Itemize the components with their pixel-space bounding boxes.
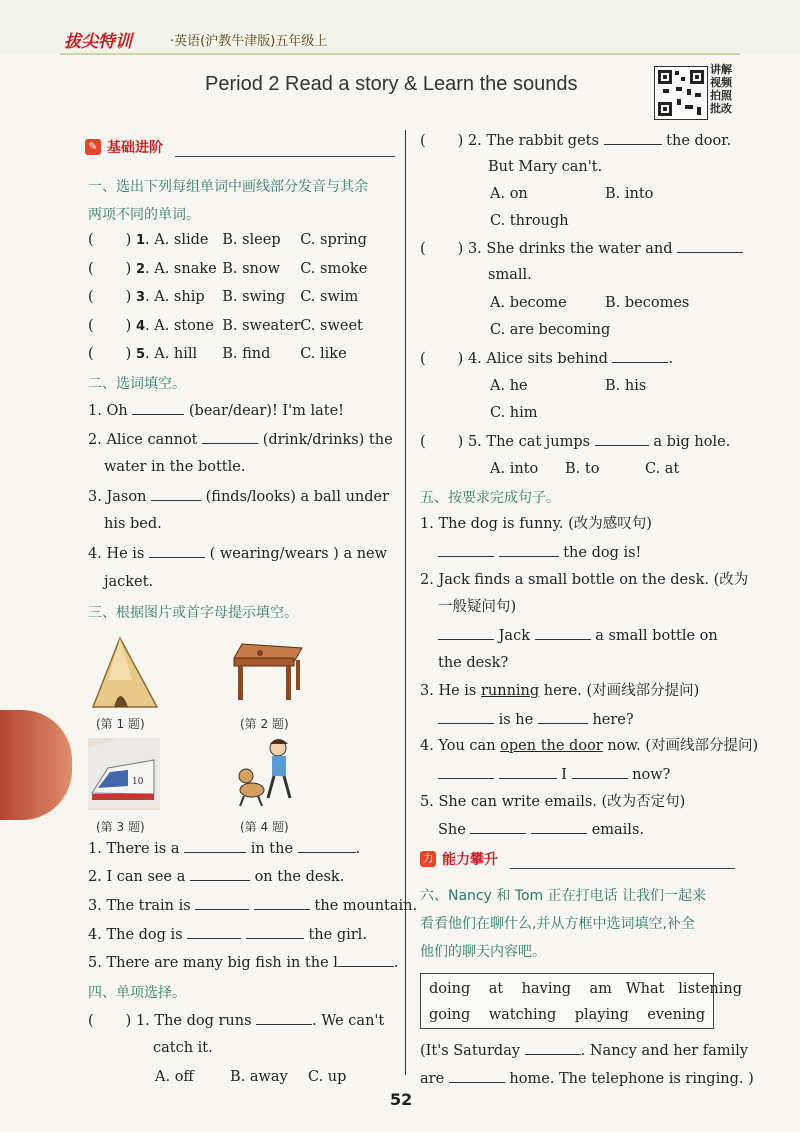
part4-q5-opt-b: B. to — [565, 461, 600, 477]
answer-blank[interactable] — [535, 625, 591, 640]
word-option: listening — [678, 981, 743, 997]
part1-item: ( ) 2. A. snake B. snow C. smoke — [88, 260, 368, 277]
answer-blank[interactable] — [525, 1040, 581, 1055]
answer-blank[interactable] — [438, 542, 494, 557]
paren-open: ( — [88, 317, 94, 334]
option-c: C. swim — [300, 289, 359, 305]
paren-close: ) — [125, 1013, 132, 1029]
option-b: B. sweater — [222, 317, 301, 334]
section-header-rule — [175, 156, 395, 157]
option-c: C. spring — [300, 232, 367, 248]
option-a: A. hill — [154, 346, 198, 362]
paren-close: ) — [457, 351, 464, 367]
paren-close: ) — [125, 317, 132, 334]
paren-open: ( — [88, 289, 94, 305]
text: here? — [592, 712, 634, 728]
text: 4. He is — [88, 546, 145, 562]
text: 3. She drinks the water and — [467, 241, 673, 257]
text: 1. The dog runs — [135, 1013, 252, 1029]
option-a: A. stone — [154, 317, 214, 334]
part6-heading: 六、Nancy 和 Tom 正在打电话 让我们一起来 — [420, 888, 707, 904]
part1-item: ( ) 3. A. ship B. swing C. swim — [88, 289, 359, 305]
part4-q3-cont: small. — [488, 267, 532, 283]
qr-code-icon[interactable] — [654, 66, 708, 120]
word-bank-row — [429, 979, 742, 999]
part5-q5-answer — [438, 819, 644, 840]
mountain-picture — [90, 635, 160, 710]
part4-q2-opt-c: C. through — [490, 213, 569, 229]
text: a small bottle on — [595, 628, 718, 644]
part4-q3-opt-a: A. become — [490, 295, 567, 311]
part4-q2-opt-a: A. on — [490, 186, 528, 202]
underlined-word: running — [480, 683, 540, 699]
text: 1. Oh — [88, 403, 128, 419]
text: 3. He is — [420, 683, 477, 699]
part5-q2: 2. Jack finds a small bottle on the desk. (改为 — [420, 572, 749, 588]
part4-q1 — [88, 1010, 384, 1031]
part4-q3 — [420, 238, 743, 259]
text: 4. You can — [420, 738, 496, 754]
part3-q3 — [88, 895, 417, 916]
part4-q4 — [420, 348, 673, 369]
part2-q1 — [88, 400, 344, 421]
part5-q2-cont: 一般疑问句) — [438, 599, 517, 615]
paren-close: ) — [457, 241, 464, 257]
answer-blank[interactable] — [246, 924, 304, 939]
text: . We can't — [312, 1013, 385, 1029]
part5-heading: 五、按要求完成句子。 — [420, 490, 560, 506]
answer-blank[interactable] — [256, 1010, 312, 1025]
word-bank-box — [420, 973, 743, 1029]
text: the door. — [666, 133, 732, 149]
subject-label: ·英语(沪教牛津版)五年级上 — [170, 34, 328, 49]
part1-heading: 一、选出下列每组单词中画线部分发音与其余 — [88, 179, 368, 195]
part4-q1-opt-a: A. off — [155, 1069, 194, 1085]
brand-logo: 拔尖特训 — [64, 32, 132, 52]
text: 5. The cat jumps — [467, 434, 591, 450]
answer-blank[interactable] — [538, 709, 588, 724]
text: 3. The train is — [88, 898, 191, 914]
part4-q4-opt-a: A. he — [490, 378, 528, 394]
text: a big hole. — [653, 434, 731, 450]
word-option: am — [589, 981, 612, 997]
answer-blank[interactable] — [612, 348, 668, 363]
part4-q1-opt-c: C. up — [308, 1069, 347, 1085]
part5-q4 — [420, 736, 758, 756]
text: (bear/dear)! I'm late! — [188, 403, 344, 419]
word-bank-row — [429, 1005, 705, 1025]
text: 5. There are many big fish in the l — [88, 955, 338, 971]
text: in the — [250, 841, 294, 857]
part5-q2-cont2: the desk? — [438, 655, 509, 671]
option-b: B. swing — [222, 289, 286, 305]
part4-q2 — [420, 130, 731, 151]
part2-q4-cont: jacket. — [104, 574, 154, 590]
paren-open: ( — [420, 241, 426, 257]
answer-blank[interactable] — [572, 764, 628, 779]
caption-3: (第 3 题) — [96, 820, 145, 834]
answer-blank[interactable] — [254, 895, 310, 910]
part3-q1 — [88, 838, 360, 859]
text: home. The telephone is ringing. ) — [509, 1071, 754, 1087]
section-header-rule — [510, 868, 735, 869]
paren-close: ) — [125, 232, 132, 248]
part1-item: ( ) 4. A. stone B. sweaterC. sweet — [88, 317, 363, 334]
text: the dog is! — [563, 545, 642, 561]
option-a: A. ship — [154, 289, 205, 305]
paren-open: ( — [420, 434, 426, 450]
part5-q5: 5. She can write emails. (改为否定句) — [420, 794, 686, 810]
paren-close: ) — [457, 434, 464, 450]
part4-q4-opt-b: B. his — [605, 378, 647, 394]
text: . — [668, 351, 674, 367]
answer-blank[interactable] — [531, 819, 587, 834]
option-b: B. find — [222, 346, 271, 362]
part4-q3-opt-c: C. are becoming — [490, 322, 611, 338]
text: are — [420, 1071, 445, 1087]
part4-q2-opt-b: B. into — [605, 186, 654, 202]
text: 2. The rabbit gets — [467, 133, 599, 149]
part2-q4 — [88, 543, 387, 564]
part2-q2-cont: water in the bottle. — [104, 459, 246, 475]
text: (finds/looks) a ball under — [205, 489, 390, 505]
part5-q1-answer — [438, 542, 641, 563]
part4-q3-opt-b: B. becomes — [605, 295, 690, 311]
pencil-icon: ✎ — [85, 139, 101, 155]
answer-blank[interactable] — [470, 819, 526, 834]
word-option: at — [488, 981, 504, 997]
paren-open: ( — [88, 260, 94, 277]
paren-open: ( — [420, 351, 426, 367]
text: here. (对画线部分提问) — [543, 683, 700, 699]
svg-text:10: 10 — [132, 777, 144, 787]
part3-q5 — [88, 952, 399, 973]
part4-q1-cont: catch it. — [153, 1040, 213, 1056]
girl-and-dog-picture — [232, 736, 302, 810]
part2-heading: 二、选词填空。 — [88, 376, 186, 392]
part1-item: ( ) 5. A. hill B. find C. like — [88, 346, 347, 362]
answer-blank[interactable] — [187, 924, 241, 939]
answer-blank[interactable] — [195, 895, 249, 910]
part3-q2 — [88, 866, 344, 887]
section-header-basic — [85, 136, 395, 158]
page-title: Period 2 Read a story & Learn the sounds — [205, 73, 578, 95]
answer-blank[interactable] — [202, 429, 258, 444]
part5-q2-answer — [438, 625, 718, 646]
text: 2. Alice cannot — [88, 432, 198, 448]
answer-blank[interactable] — [449, 1068, 505, 1083]
answer-blank[interactable] — [338, 952, 394, 967]
paren-close: ) — [125, 346, 132, 362]
answer-blank[interactable] — [132, 400, 184, 415]
word-option: doing — [429, 981, 471, 997]
word-option: What — [625, 981, 665, 997]
text: 4. Alice sits behind — [467, 351, 608, 367]
part4-q4-opt-c: C. him — [490, 405, 538, 421]
answer-blank[interactable] — [298, 838, 356, 853]
option-c: C. sweet — [300, 317, 363, 334]
train-picture — [88, 738, 160, 810]
text: now? — [632, 767, 671, 783]
item-number: 1 — [135, 233, 145, 248]
section-header-basic-label: 基础进阶 — [107, 140, 163, 156]
word-option: watching — [488, 1007, 557, 1023]
option-b: B. sleep — [222, 232, 281, 248]
part2-q3-cont: his bed. — [104, 516, 162, 532]
text: the girl. — [308, 927, 367, 943]
part5-q3 — [420, 681, 699, 701]
text: . Nancy and her family — [580, 1043, 749, 1059]
text: Jack — [498, 628, 530, 644]
text: She — [438, 822, 466, 838]
answer-blank[interactable] — [604, 130, 662, 145]
text: 2. I can see a — [88, 869, 186, 885]
text: now. (对画线部分提问) — [607, 738, 759, 754]
answer-blank[interactable] — [677, 238, 743, 253]
part1-item: ( ) 1. A. slide B. sleep C. spring — [88, 232, 367, 248]
passage-line-1 — [420, 1040, 748, 1061]
text: (It's Saturday — [420, 1043, 521, 1059]
text: (drink/drinks) the — [262, 432, 393, 448]
passage-line-2 — [420, 1068, 754, 1089]
item-number: 5 — [135, 347, 145, 362]
column-divider — [405, 130, 406, 1075]
option-a: A. slide — [154, 232, 209, 248]
paren-close: ) — [125, 260, 132, 277]
answer-blank[interactable] — [595, 431, 649, 446]
paren-open: ( — [420, 133, 426, 149]
paren-open: ( — [88, 346, 94, 362]
section-header-ability — [420, 848, 735, 870]
part6-heading-3: 他们的聊天内容吧。 — [420, 944, 546, 960]
answer-blank[interactable] — [190, 866, 250, 881]
answer-blank[interactable] — [438, 764, 494, 779]
thumb-photo — [0, 710, 72, 820]
text: is he — [498, 712, 534, 728]
text: 4. The dog is — [88, 927, 183, 943]
caption-2: (第 2 题) — [240, 717, 289, 731]
text: 1. There is a — [88, 841, 180, 857]
ability-icon: 力 — [420, 851, 436, 867]
part4-q2-cont: But Mary can't. — [488, 159, 603, 175]
paren-close: ) — [457, 133, 464, 149]
caption-1: (第 1 题) — [96, 717, 145, 731]
item-number: 4 — [135, 318, 145, 334]
answer-blank[interactable] — [438, 625, 494, 640]
answer-blank[interactable] — [499, 764, 557, 779]
answer-blank[interactable] — [184, 838, 246, 853]
text: emails. — [591, 822, 644, 838]
option-c: C. smoke — [300, 260, 368, 277]
part2-q2 — [88, 429, 393, 450]
answer-blank[interactable] — [499, 542, 559, 557]
option-c: C. like — [300, 346, 347, 362]
underlined-phrase: open the door — [500, 738, 603, 754]
part4-q1-opt-b: B. away — [230, 1069, 288, 1085]
text: . — [393, 955, 399, 971]
part5-q3-answer — [438, 709, 634, 730]
text: on the desk. — [254, 869, 345, 885]
word-option: playing — [574, 1007, 629, 1023]
page-number: 52 — [390, 1090, 413, 1109]
part3-q4 — [88, 924, 367, 945]
word-option: going — [429, 1007, 471, 1023]
part2-q3 — [88, 486, 389, 507]
paren-close: ) — [125, 289, 132, 305]
section-header-ability-label: 能力攀升 — [442, 852, 498, 868]
text: the mountain. — [314, 898, 418, 914]
part6-heading-2: 看看他们在聊什么,并从方框中选词填空,补全 — [420, 916, 695, 932]
header-divider — [60, 53, 740, 55]
text: ( wearing/wears ) a new — [209, 546, 388, 562]
text: . — [355, 841, 361, 857]
part3-heading: 三、根据图片或首字母提示填空。 — [88, 605, 298, 621]
part4-q5-opt-c: C. at — [645, 461, 680, 477]
answer-blank[interactable] — [149, 543, 205, 558]
word-option: evening — [647, 1007, 706, 1023]
part4-heading: 四、单项选择。 — [88, 985, 186, 1001]
part4-q5-opt-a: A. into — [490, 461, 539, 477]
desk-picture — [232, 640, 308, 702]
paren-open: ( — [88, 232, 94, 248]
item-number: 3 — [135, 290, 145, 305]
word-option: having — [521, 981, 572, 997]
caption-4: (第 4 题) — [240, 820, 289, 834]
part5-q1: 1. The dog is funny. (改为感叹句) — [420, 516, 652, 532]
answer-blank[interactable] — [438, 709, 494, 724]
paren-open: ( — [88, 1013, 94, 1029]
item-number: 2 — [135, 261, 145, 277]
part4-q5 — [420, 431, 730, 452]
part1-heading-2: 两项不同的单词。 — [88, 207, 200, 223]
text: I — [561, 767, 567, 783]
part5-q4-answer — [438, 764, 670, 785]
option-a: A. snake — [154, 260, 217, 277]
text: 3. Jason — [88, 489, 147, 505]
qr-caption: 讲解视频拍照批改 — [710, 63, 732, 115]
answer-blank[interactable] — [151, 486, 201, 501]
option-b: B. snow — [222, 260, 281, 277]
